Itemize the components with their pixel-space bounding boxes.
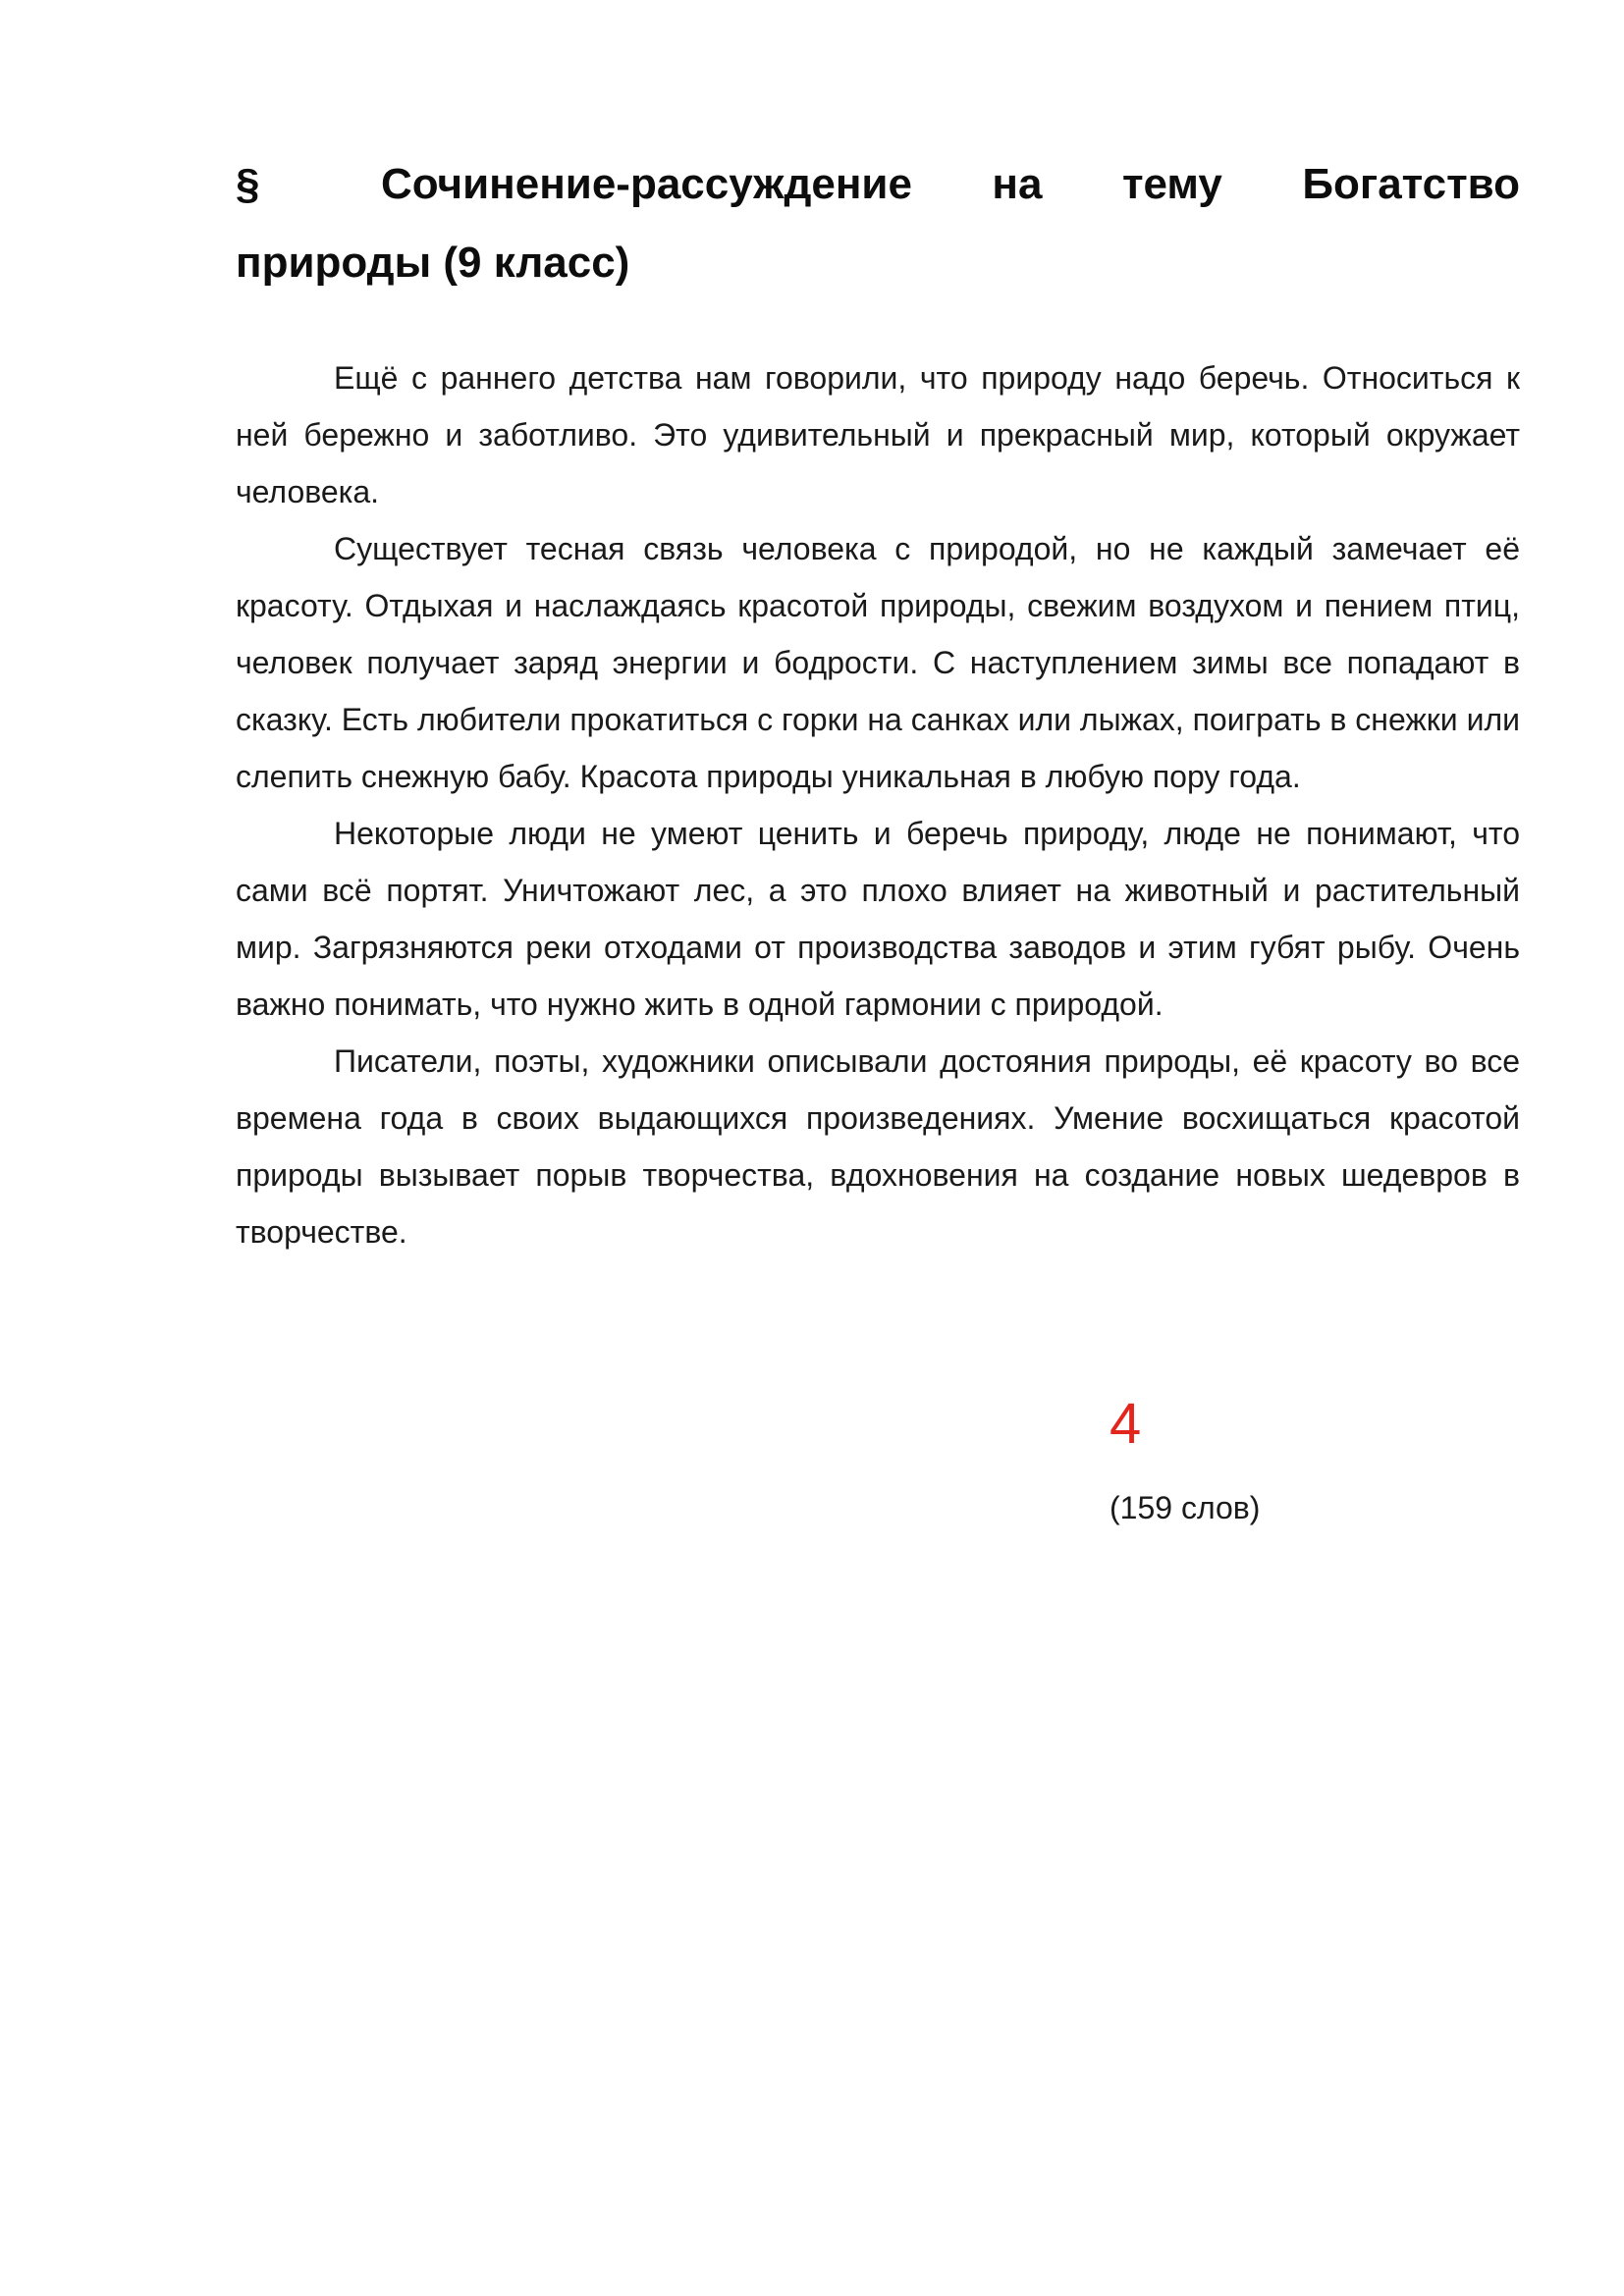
document-content: [236, 145, 1520, 1260]
page-title: [236, 145, 1520, 302]
word-count: (159 слов): [1110, 1490, 1261, 1525]
section-mark: §: [236, 160, 260, 208]
essay-paragraph: Существует тесная связь человека с природой, но не каждый замечает её красоту. Отдыхая и наслаждаясь красотой природы, свежим воздухом и пением птиц, человек получает заряд энергии и бодрости. С наступлением зимы все попадают в сказку. Есть любители прокатиться с горки на санках или лыжах, поиграть в снежки или слепить снежную бабу. Красота природы уникальная в любую пору года.: [236, 531, 1520, 794]
title-text: Сочинение-рассуждение на тему Богатство природы (9 класс): [236, 160, 1520, 287]
essay-paragraph: Некоторые люди не умеют ценить и беречь природу, люде не понимают, что сами всё портят. Уничтожают лес, а это плохо влияет на животный и растительный мир. Загрязняются реки отходами от производства заводов и этим губят рыбу. Очень важно понимать, что нужно жить в одной гармонии с природой.: [236, 816, 1520, 1022]
essay-paragraph: Писатели, поэты, художники описывали достояния природы, её красоту во все времена года в своих выдающихся произведениях. Умение восхищаться красотой природы вызывает порыв творчества, вдохновения на создание новых шедевров в творчестве.: [236, 1043, 1520, 1250]
grade-mark: 4: [1110, 1392, 1142, 1456]
essay-body: [236, 349, 1520, 1260]
essay-paragraph: Ещё с раннего детства нам говорили, что природу надо беречь. Относиться к ней бережно и заботливо. Это удивительный и прекрасный мир, который окружает человека.: [236, 360, 1520, 509]
